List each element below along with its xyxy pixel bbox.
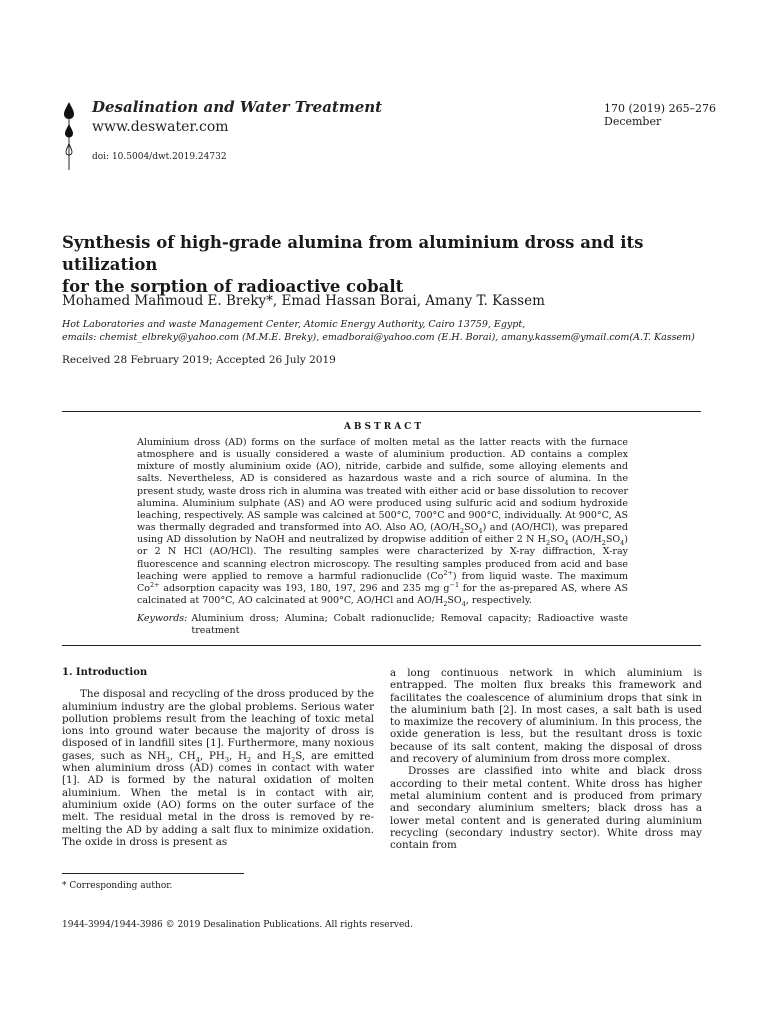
body-paragraph: a long continuous network in which aluminium is entrapped. The molten flux breaks this framework and facilitates the coalescence of aluminium drops that sink in the aluminium bath [2]. In most cases, a salt bath is used to maximize the recovery of aluminium. In this process, the oxide generation is less, but the resultant dross is toxic because of its salt content, making the disposal of dross and recovery of aluminium from dross more complex. <box>390 667 702 766</box>
body-paragraph: The disposal and recycling of the dross produced by the aluminium industry are the global problems. Serious water pollution problems result from the leaching of toxic metal ions into ground water because the majority of dross is disposed of in landfill sites [1]. Furthermore, many noxious gases, such as $NH_3$, $CH_4$, $PH_3$, $H_2$ and $H_2S$, are emitted when aluminium dross (AD) comes in contact with water [1]. AD is formed by the natural oxidation of molten aluminium. When the metal is in contact with air, aluminium oxide (AO) forms on the outer surface of the melt. The residual metal in the dross is removed by re-melting the AD by adding a salt flux to minimize oxidation. The oxide in dross is present as <box>62 688 374 848</box>
author-emails: emails: chemist_elbreky@yahoo.com (M.M.E. Breky), emadborai@yahoo.com (E.H. Borai), amany.kassem@ymail.com(A.T. Kassem) <box>62 332 695 343</box>
keywords-text: Aluminium dross; Alumina; Cobalt radionuclide; Removal capacity; Radioactive waste treatment <box>191 613 628 636</box>
header-rule <box>62 411 701 412</box>
abstract-heading: ABSTRACT <box>343 422 425 432</box>
keywords <box>137 613 628 637</box>
body-paragraph: Drosses are classified into white and black dross according to their metal content. White dross has higher metal aluminium content and is produced from primary and secondary aluminium smelters; black dross has a lower metal content and is generated during aluminium recycling (secondary industry sector). White dross may contain from <box>390 765 702 852</box>
issue-month: December <box>604 115 662 128</box>
journal-name: Desalination and Water Treatment <box>92 98 383 116</box>
keywords-label: Keywords: <box>137 613 188 624</box>
affiliation: Hot Laboratories and waste Management Center, Atomic Energy Authority, Cairo 13759, Egypt, <box>62 319 526 330</box>
journal-website[interactable]: www.deswater.com <box>92 119 229 135</box>
copyright-notice: 1944-3994/1944-3986 © 2019 Desalination Publications. All rights reserved. <box>62 920 413 930</box>
abstract-text: Aluminium dross (AD) forms on the surface of molten metal as the latter reacts with the furnace atmosphere and is usually considered a waste of aluminium production. AD contains a complex mixture of mostly aluminium oxide (AO), nitride, carbide and sulfide, some alloying elements and salts. Nevertheless, AD is considered as hazardous waste and a rich source of alumina. In the present study, waste dross rich in alumina was treated with either acid or base dissolution to recover alumina. Aluminium sulphate (AS) and AO were produced using sulfuric acid and sodium hydroxide leaching, respectively. AS sample was calcined at 500°C, 700°C and 900°C, individually. At 900°C, AS was thermally degraded and transformed into AO. Also AO, $(AO/H_2SO_4)$ and (AO/HCl), was prepared using AD dissolution by NaOH and neutralized by dropwise addition of either 2 N $H_2SO_4$ $(AO/H_2SO_4)$ or 2 N HCl (AO/HCl). The resulting samples were characterized by X-ray diffraction, X-ray fluorescence and scanning electron microscopy. The resulting samples produced from acid and base leaching were applied to remove a harmful radionuclide $(Co^{2+})$ from liquid waste. The maximum $Co^{2+}$ adsorption capacity was 193, 180, 197, 296 and 235 mg $g^{-1}$ for the as-prepared AS, where AS calcinated at 700°C, AO calcinated at 900°C, AO/HCl and $AO/H_2SO_4$, respectively. <box>137 437 628 608</box>
body-column-right <box>390 667 702 851</box>
abstract-rule <box>62 645 701 646</box>
affiliation-block <box>62 318 712 344</box>
journal-logo-icon <box>62 100 86 172</box>
article-doi[interactable]: doi: 10.5004/dwt.2019.24732 <box>92 152 227 162</box>
article-title-line1: Synthesis of high-grade alumina from aluminium dross and its utilization <box>62 233 644 274</box>
footnote-rule <box>62 873 244 874</box>
article-title-line2: for the sorption of radioactive cobalt <box>62 277 404 296</box>
section-heading-introduction: 1. Introduction <box>62 667 148 678</box>
volume-pages: 170 (2019) 265–276 <box>604 102 717 115</box>
received-dates: Received 28 February 2019; Accepted 26 July 2019 <box>62 354 336 366</box>
body-column-left <box>62 667 374 848</box>
volume-info <box>604 102 716 128</box>
corresponding-author-note: * Corresponding author. <box>62 881 173 891</box>
article-title <box>62 232 702 298</box>
author-list: Mohamed Mahmoud E. Breky*, Emad Hassan Borai, Amany T. Kassem <box>62 293 545 309</box>
